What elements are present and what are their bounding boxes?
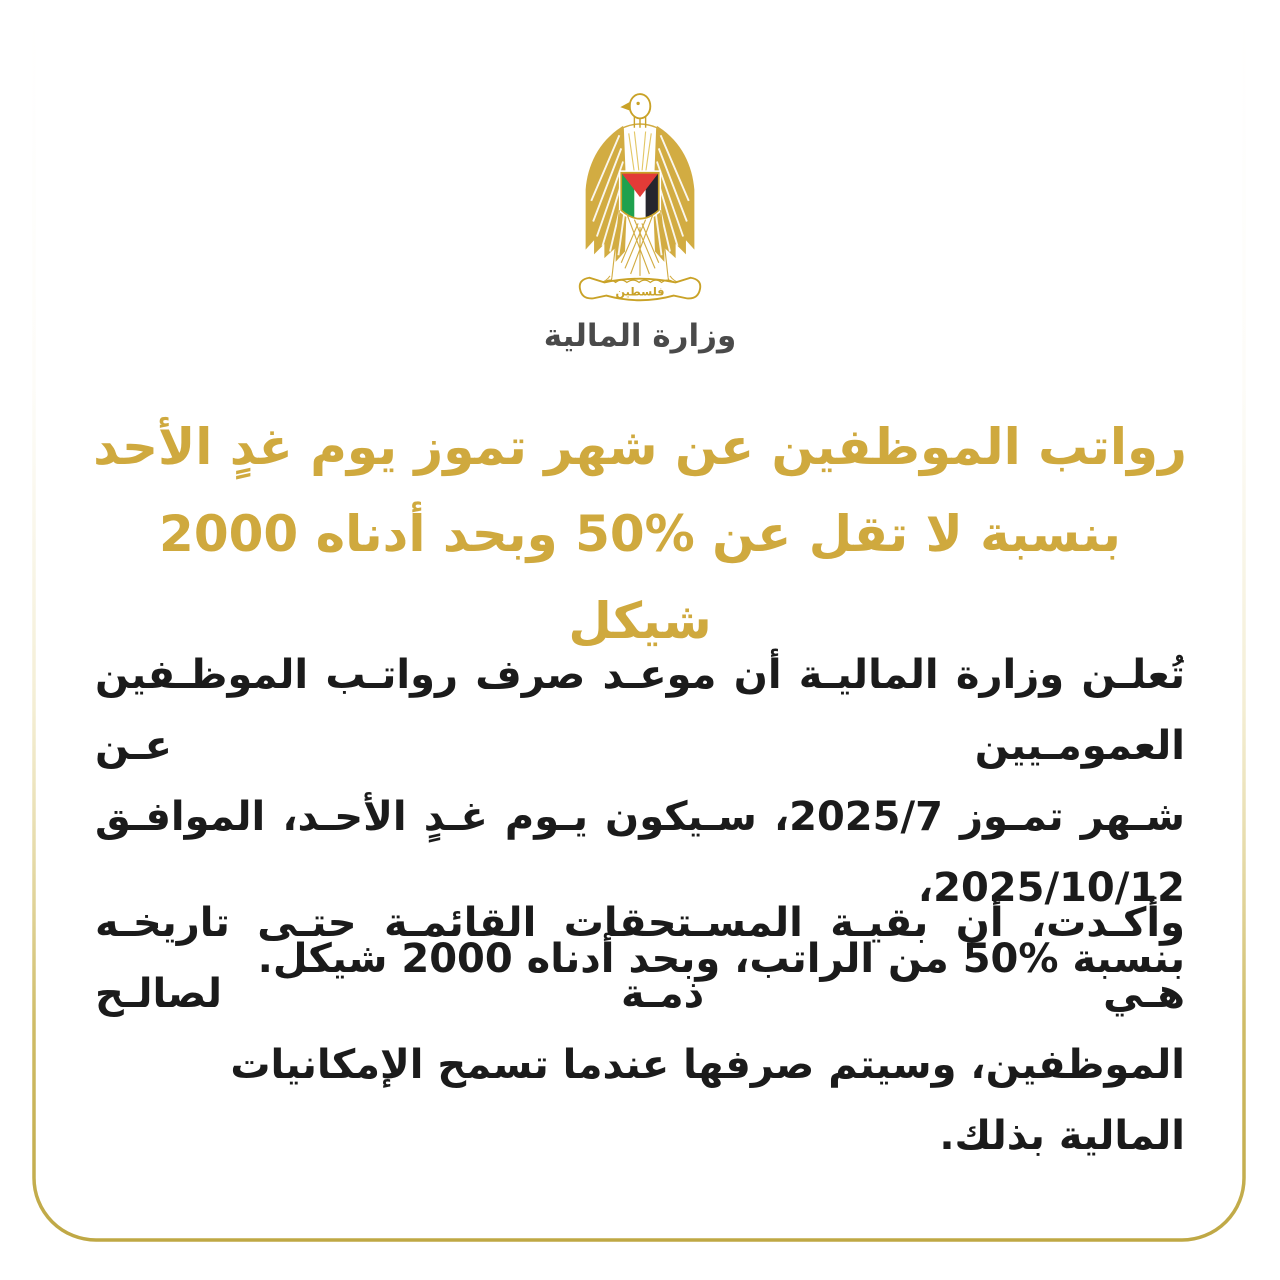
palestine-eagle-emblem — [565, 90, 715, 308]
headline-line-2: بنسبة لا تقل عن %50 وبحد أدناه 2000 شيكل — [159, 505, 1121, 650]
paragraph-line: تُعلـن وزارة الماليـة أن موعـد صرف رواتـب الموظـفين العمومـيين عـن — [95, 652, 1185, 769]
emblem-banner-text: فلسطين — [615, 285, 665, 299]
header — [0, 90, 1280, 354]
paragraph-line: وأكـدت، أن بقيـة المسـتحقات القائمـة حتـى تاريخـه هـي ذمـة لصالـح — [95, 900, 1185, 1017]
announcement-headline — [90, 404, 1190, 665]
headline-line-1: رواتب الموظفين عن شهر تموز يوم غدٍ الأحد — [93, 418, 1187, 476]
ministry-name: وزارة المالية — [543, 318, 737, 354]
paragraph-line: بنسبة %50 من الراتب، وبحد أدناه 2000 شيكل. — [257, 936, 1185, 982]
paragraph-line: شـهر تمـوز 2025/7، سـيكون يـوم غـدٍ الأحـد، الموافـق 2025/10/12، — [95, 794, 1185, 911]
body-paragraph-2 — [95, 888, 1185, 1172]
paragraph-line: الموظفين، وسيتم صرفها عندما تسمح الإمكانيات المالية بذلك. — [230, 1042, 1185, 1159]
